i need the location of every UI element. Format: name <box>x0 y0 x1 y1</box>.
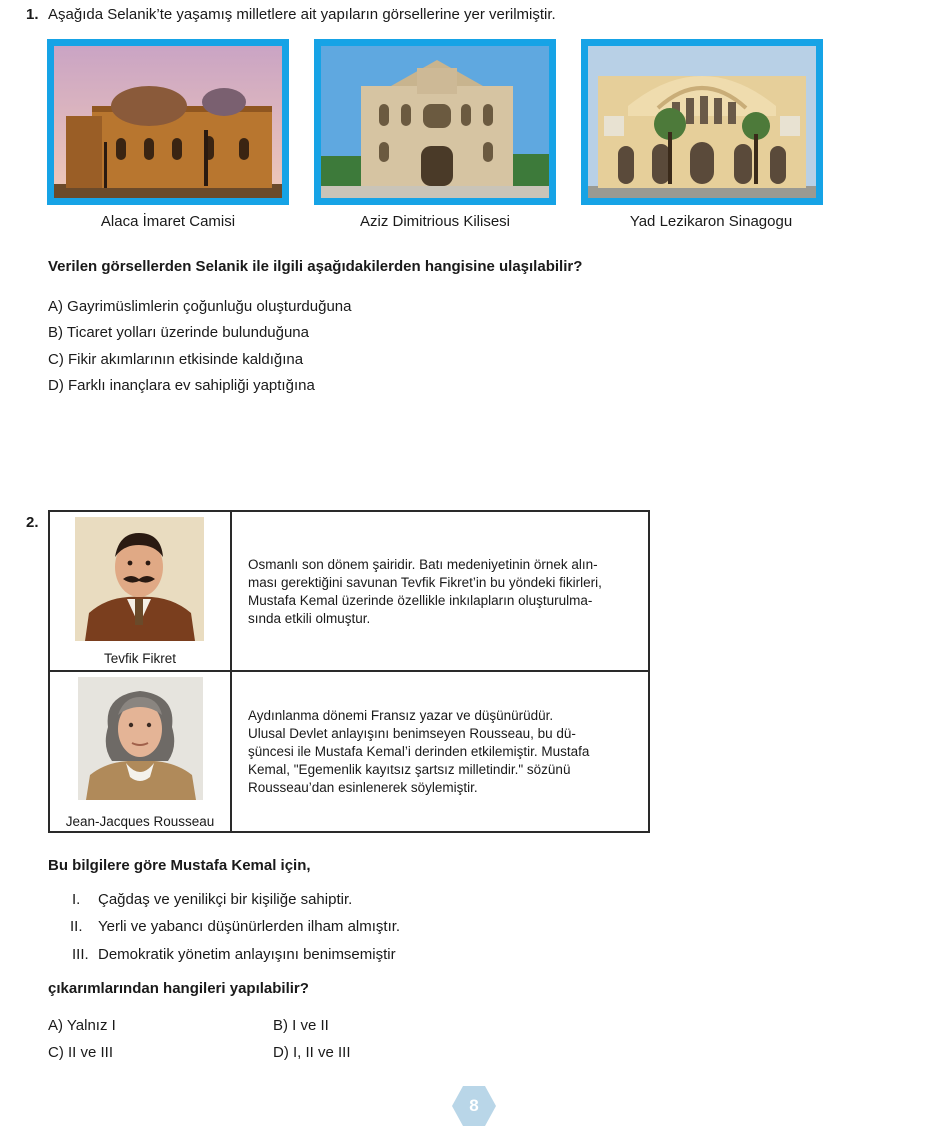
synagogue-image-frame <box>581 39 823 205</box>
statement-3-text: Demokratik yönetim anlayışını benimsemiştir <box>98 946 396 963</box>
q1-option-b[interactable]: B) Ticaret yolları üzerinde bulunduğuna <box>48 324 309 341</box>
church-photo-icon <box>321 46 549 198</box>
question-1-prompt: Verilen görsellerden Selanik ile ilgili aşağıdakilerden hangisine ulaşılabilir? <box>48 258 583 275</box>
page-number: 8 <box>469 1096 479 1115</box>
description-line: Rousseau’dan esinlenerek söylemiştir. <box>248 780 478 795</box>
description-line: Mustafa Kemal üzerinde özellikle inkılapların oluşturulma- <box>248 593 593 608</box>
q2-option-c[interactable]: C) II ve III <box>48 1044 114 1061</box>
description-line: Kemal, "Egemenlik kayıtsız şartsız milletindir." sözünü <box>248 762 571 777</box>
synagogue-caption: Yad Lezikaron Sinagogu <box>629 213 793 230</box>
description-line: Ulusal Devlet anlayışını benimseyen Rousseau, bu dü- <box>248 726 576 741</box>
man-with-wig-icon <box>78 677 203 800</box>
q2-option-a[interactable]: A) Yalnız I <box>48 1017 116 1034</box>
description-line: ması gerektiğini savunan Tevfik Fikret’in bu yöndeki fikirleri, <box>248 575 602 590</box>
q1-option-a[interactable]: A) Gayrimüslimlerin çoğunluğu oluşturduğuna <box>48 298 352 315</box>
question-1-number: 1. <box>26 6 39 23</box>
statement-1-text: Çağdaş ve yenilikçi bir kişiliğe sahiptir. <box>98 891 353 908</box>
synagogue-photo-icon <box>588 46 816 198</box>
mosque-photo-icon <box>54 46 282 198</box>
man-with-mustache-icon <box>75 517 204 641</box>
question-2-prompt: çıkarımlarından hangileri yapılabilir? <box>48 980 309 997</box>
tevfik-fikret-portrait <box>75 517 204 641</box>
question-1-stem: Aşağıda Selanik’te yaşamış milletlere ait yapıların görsellerine yer verilmiştir. <box>48 6 556 23</box>
table-row-divider <box>48 670 650 672</box>
church-caption: Aziz Dimitrious Kilisesi <box>359 213 511 230</box>
question-2-number: 2. <box>26 514 39 531</box>
description-line: Aydınlanma dönemi Fransız yazar ve düşünürüdür. <box>248 708 554 723</box>
mosque-image-frame <box>47 39 289 205</box>
tevfik-fikret-name: Tevfik Fikret <box>103 651 176 666</box>
church-image-frame <box>314 39 556 205</box>
q1-option-d[interactable]: D) Farklı inançlara ev sahipliği yaptığına <box>48 377 315 394</box>
mosque-caption: Alaca İmaret Camisi <box>100 213 236 230</box>
statement-2-number: II. <box>70 918 83 935</box>
question-2-intro: Bu bilgilere göre Mustafa Kemal için, <box>48 857 311 874</box>
description-line: Osmanlı son dönem şairidir. Batı medeniyetinin örnek alın- <box>248 557 598 572</box>
statement-1-number: I. <box>72 891 81 908</box>
rousseau-portrait <box>78 677 203 800</box>
statement-2-text: Yerli ve yabancı düşünürlerden ilham almıştır. <box>98 918 401 935</box>
rousseau-description <box>248 707 640 797</box>
description-line: sında etkili olmuştur. <box>248 611 371 626</box>
table-column-divider <box>230 510 232 833</box>
q2-option-d[interactable]: D) I, II ve III <box>273 1044 351 1061</box>
q1-option-c[interactable]: C) Fikir akımlarının etkisinde kaldığına <box>48 351 304 368</box>
q2-option-b[interactable]: B) I ve II <box>273 1017 329 1034</box>
description-line: şüncesi ile Mustafa Kemal’i derinden etkilemiştir. Mustafa <box>248 744 590 759</box>
statement-3-number: III. <box>72 946 89 963</box>
tevfik-fikret-description <box>248 556 640 628</box>
rousseau-name: Jean-Jacques Rousseau <box>65 814 215 829</box>
